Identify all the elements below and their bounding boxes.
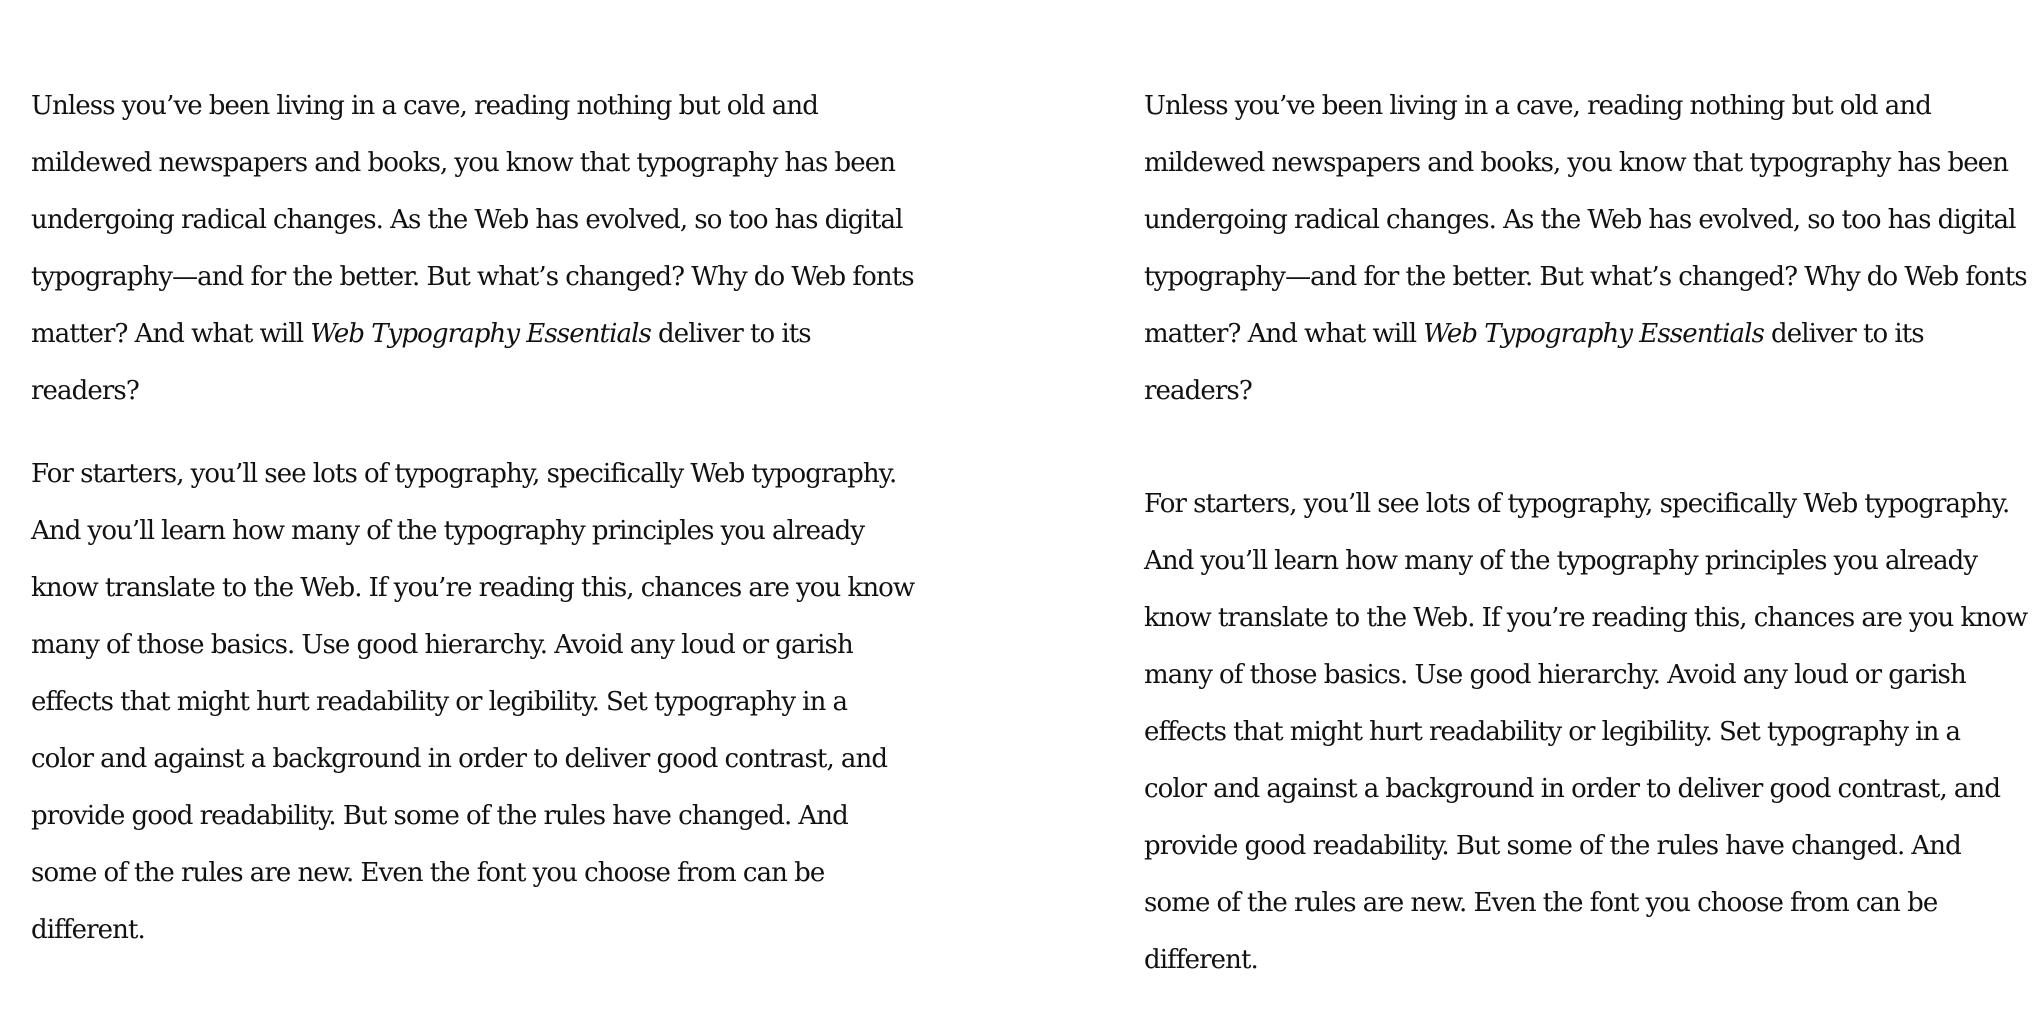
right-paragraph-1 [1144, 78, 2029, 420]
right-book-title: Web Typography Essentials [1423, 319, 1764, 349]
right-paragraph-1-text-before: Unless you’ve been living in a cave, reading nothing but old and mildewed newspapers and books, you know that typography has been undergoing radical changes. As the Web has evolved, so too has digital typography—and for the better. But what’s changed? Why do Web fonts matter? And what will [1144, 91, 2027, 349]
left-paragraph-1-text-before: Unless you’ve been living in a cave, reading nothing but old and mildewed newspapers and books, you know that typography has been undergoing radical changes. As the Web has evolved, so too has digital typography—and for the better. But what’s changed? Why do Web fonts matter? And what will [31, 91, 914, 349]
left-book-title: Web Typography Essentials [310, 319, 651, 349]
left-paragraph-2: For starters, you’ll see lots of typography, specifically Web typography. And you’ll learn how many of the typography principles you already know translate to the Web. If you’re reading this, chances are you know many of those basics. Use good hierarchy. Avoid any loud or garish effects that might hurt readability or legibility. Set typography in a color and against a background in order to deliver good contrast, and provide good readability. But some of the rules have changed. And some of the rules are new. Even the font you choose from can be different. [31, 459, 915, 945]
right-paragraph-2: For starters, you’ll see lots of typography, specifically Web typography. And you’ll learn how many of the typography principles you already know translate to the Web. If you’re reading this, chances are you know many of those basics. Use good hierarchy. Avoid any loud or garish effects that might hurt readability or legibility. Set typography in a color and against a background in order to deliver good contrast, and provide good readability. But some of the rules have changed. And some of the rules are new. Even the font you choose from can be different. [1144, 489, 2028, 975]
right-text-column [1144, 78, 2029, 989]
left-paragraph-1-text-after: deliver to its readers? [31, 319, 811, 406]
left-paragraph-1 [31, 78, 916, 420]
right-paragraph-1-text-after: deliver to its readers? [1144, 319, 1924, 406]
left-text-column [31, 78, 916, 959]
